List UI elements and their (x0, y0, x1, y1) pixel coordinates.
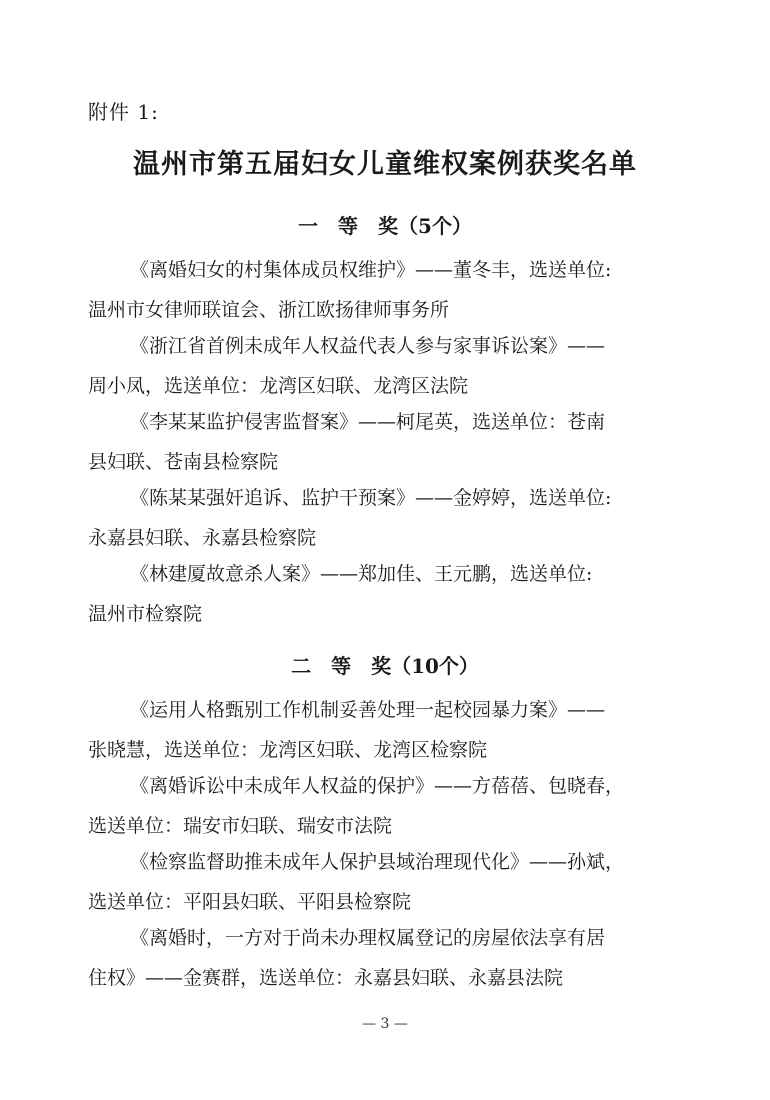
entry-line: 温州市女律师联谊会、浙江欧扬律师事务所 (88, 299, 450, 321)
entry-line: 温州市检察院 (88, 603, 203, 625)
entry-line: 《检察监督助推未成年人保护县域治理现代化》——孙斌， (130, 851, 625, 873)
entry-line: 县妇联、苍南县检察院 (88, 451, 279, 473)
first-prize-heading: 一 等 奖（5个） (298, 214, 472, 238)
entry-line: 《陈某某强奸追诉、监护干预案》——金婷婷，选送单位: (130, 487, 612, 509)
entry-line: 永嘉县妇联、永嘉县检察院 (88, 527, 317, 549)
attachment-label: 附件 1: (88, 100, 159, 124)
list-item (88, 918, 668, 998)
entry-line: 《运用人格甄别工作机制妥善处理一起校园暴力案》—— (130, 699, 606, 721)
list-item (88, 326, 668, 406)
list-item (88, 250, 668, 330)
entry-line: 《离婚诉讼中未成年人权益的保护》——方蓓蓓、包晓春， (130, 775, 625, 797)
list-item (88, 766, 668, 846)
entry-line: 周小凤，选送单位：龙湾区妇联、龙湾区法院 (88, 375, 469, 397)
entry-line: 《李某某监护侵害监督案》——柯尾英，选送单位：苍南 (130, 411, 606, 433)
list-item (88, 554, 668, 634)
list-item (88, 478, 668, 558)
entry-line: 《离婚妇女的村集体成员权维护》——董冬丰，选送单位: (130, 259, 612, 281)
entry-line: 住权》——金赛群，选送单位：永嘉县妇联、永嘉县法院 (88, 967, 564, 989)
second-prize-heading: 二 等 奖（10个） (291, 654, 479, 678)
list-item (88, 402, 668, 482)
entry-line: 《离婚时，一方对于尚未办理权属登记的房屋依法享有居 (130, 927, 606, 949)
entry-line: 选送单位：瑞安市妇联、瑞安市法院 (88, 815, 393, 837)
entry-line: 《浙江省首例未成年人权益代表人参与家事诉讼案》—— (130, 335, 606, 357)
list-item (88, 690, 668, 770)
page-number: — 3 — (362, 1016, 408, 1032)
entry-line: 选送单位：平阳县妇联、平阳县检察院 (88, 891, 412, 913)
document-title: 温州市第五届妇女儿童维权案例获奖名单 (133, 149, 637, 180)
list-item (88, 842, 668, 922)
entry-line: 《林建厦故意杀人案》——郑加佳、王元鹏，选送单位: (130, 563, 593, 585)
entry-line: 张晓慧，选送单位：龙湾区妇联、龙湾区检察院 (88, 739, 488, 761)
